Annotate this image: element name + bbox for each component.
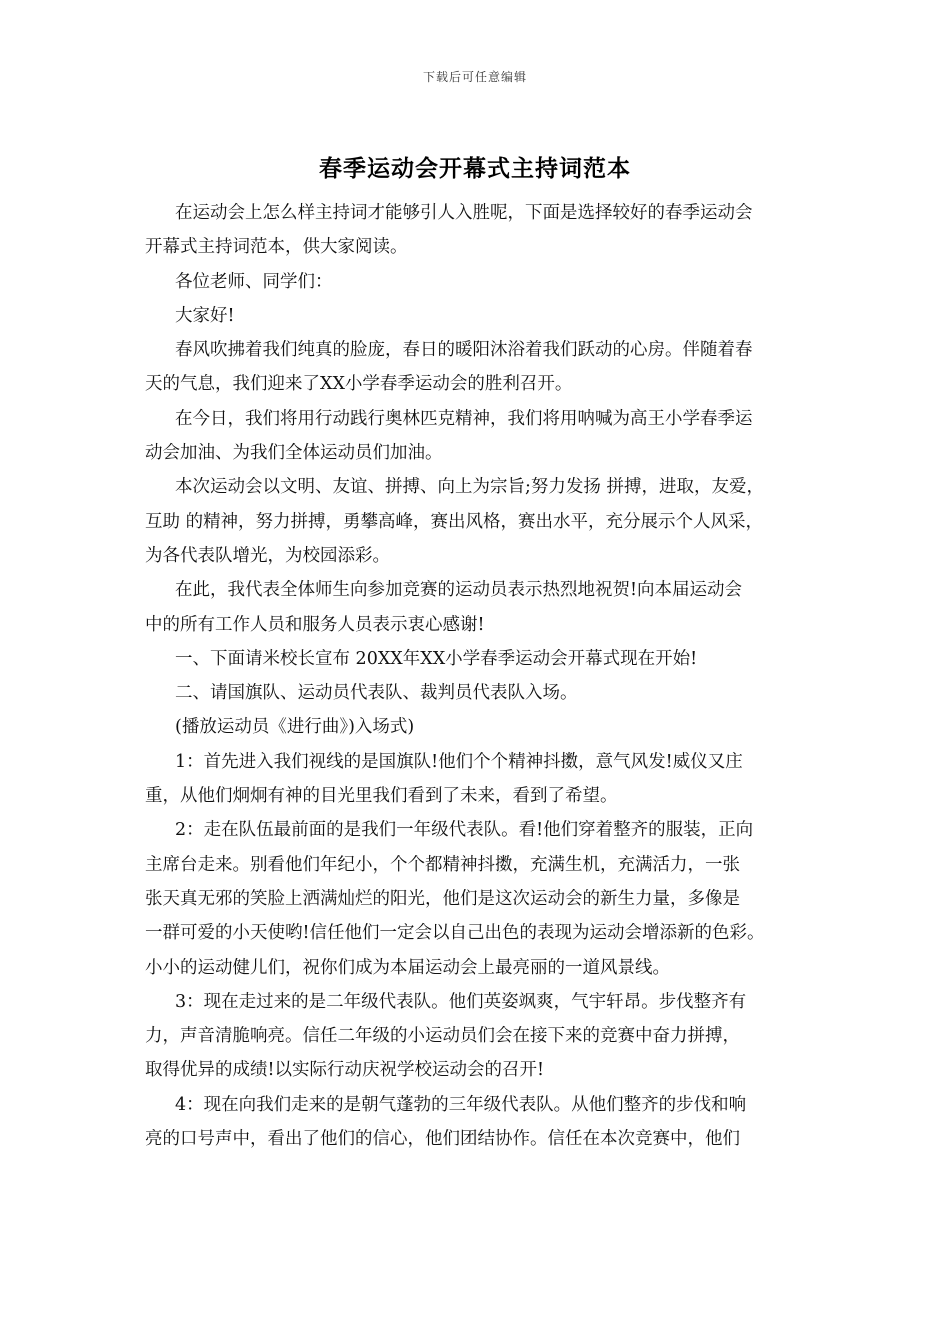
paragraph-line: 大家好!	[175, 305, 235, 326]
paragraph-line: 主席台走来。别看他们年纪小，个个都精神抖擞，充满生机，充满活力，一张	[145, 854, 740, 875]
paragraph	[145, 642, 821, 676]
paragraph-line: 中的所有工作人员和服务人员表示衷心感谢!	[145, 614, 485, 635]
paragraph-line: 在运动会上怎么样主持词才能够引人入胜呢，下面是选择较好的春季运动会	[175, 203, 753, 223]
paragraph-line: 动会加油、为我们全体运动员们加油。	[145, 443, 443, 464]
paragraph-line: 亮的口号声中，看出了他们的信心，他们团结协作。信任在本次竞赛中，他们	[145, 1129, 740, 1150]
paragraph	[145, 402, 821, 471]
paragraph	[145, 573, 821, 642]
paragraph-line: 在今日，我们将用行动践行奥林匹克精神，我们将用呐喊为高王小学春季运	[175, 408, 753, 429]
paragraph-line: 二、请国旗队、运动员代表队、裁判员代表队入场。	[175, 683, 578, 704]
header-note: 下载后可任意编辑	[422, 70, 527, 84]
paragraph-line: 2：走在队伍最前面的是我们一年级代表队。看!他们穿着整齐的服装，正向	[175, 820, 754, 841]
paragraph-line: (播放运动员《进行曲》)入场式)	[175, 717, 415, 738]
paragraph-line: 为各代表队增光，为校园添彩。	[145, 545, 390, 566]
paragraph-line: 3：现在走过来的是二年级代表队。他们英姿飒爽，气宇轩昂。步伐整齐有	[175, 991, 747, 1012]
paragraph-line: 春风吹拂着我们纯真的脸庞，春日的暖阳沐浴着我们跃动的心房。伴随着春	[175, 340, 753, 361]
paragraph	[145, 1088, 821, 1157]
paragraph-line: 4：现在向我们走来的是朝气蓬勃的三年级代表队。从他们整齐的步伐和响	[175, 1094, 747, 1115]
paragraph	[145, 333, 821, 402]
paragraph	[145, 813, 821, 984]
paragraph-line: 本次运动会以文明、友谊、拼搏、向上为宗旨;努力发扬 拼搏，进取，友爱，	[175, 477, 764, 498]
paragraph-line: 一群可爱的小天使哟!信任他们一定会以自己出色的表现为运动会增添新的色彩。	[145, 923, 765, 944]
paragraph	[145, 196, 821, 265]
paragraph	[145, 265, 821, 299]
document-title: 春季运动会开幕式主持词范本	[319, 155, 631, 182]
paragraph-line: 各位老师、同学们：	[175, 271, 333, 292]
paragraph-line: 张天真无邪的笑脸上洒满灿烂的阳光，他们是这次运动会的新生力量，多像是	[145, 888, 740, 909]
paragraph-line: 一、下面请米校长宣布 20XX年XX小学春季运动会开幕式现在开始!	[175, 648, 698, 669]
paragraph-line: 小小的运动健儿们，祝你们成为本届运动会上最亮丽的一道风景线。	[145, 957, 670, 978]
paragraph	[145, 299, 821, 333]
paragraph-line: 天的气息，我们迎来了XX小学春季运动会的胜利召开。	[145, 374, 573, 395]
paragraph	[145, 470, 821, 573]
paragraph	[145, 985, 821, 1088]
paragraph	[145, 710, 821, 744]
paragraph-line: 在此，我代表全体师生向参加竞赛的运动员表示热烈地祝贺!向本届运动会	[175, 580, 743, 601]
paragraph	[145, 745, 821, 814]
paragraph	[145, 676, 821, 710]
paragraph-line: 开幕式主持词范本，供大家阅读。	[145, 237, 408, 258]
paragraph-line: 重，从他们炯炯有神的目光里我们看到了未来，看到了希望。	[145, 786, 618, 807]
document-body	[145, 196, 821, 1156]
paragraph-line: 力，声音清脆响亮。信任二年级的小运动员们会在接下来的竞赛中奋力拼搏，	[145, 1026, 740, 1047]
paragraph-line: 互助 的精神，努力拼搏，勇攀高峰，赛出风格，赛出水平，充分展示个人风采，	[145, 511, 764, 532]
paragraph-line: 1：首先进入我们视线的是国旗队!他们个个精神抖擞，意气风发!威仪又庄	[175, 751, 743, 772]
paragraph-line: 取得优异的成绩!以实际行动庆祝学校运动会的召开!	[145, 1060, 545, 1081]
